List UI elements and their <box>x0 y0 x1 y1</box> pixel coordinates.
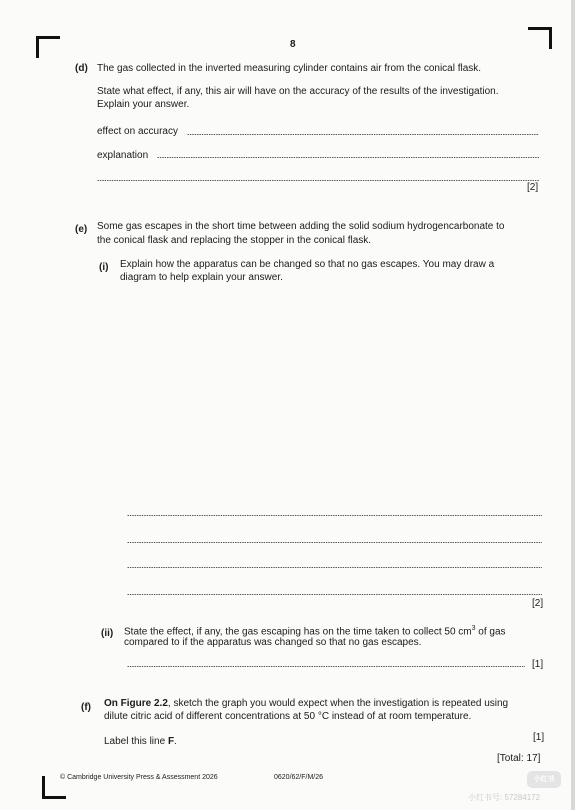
part-e-ii-line1-end: of gas <box>475 626 506 638</box>
footer-copyright: © Cambridge University Press & Assessment 2026 <box>60 774 218 781</box>
part-e-line1: Some gas escapes in the short time between adding the solid sodium hydrogencarbonate to <box>97 221 505 232</box>
part-e-label: (e) <box>75 224 88 235</box>
part-f-marks: [1] <box>533 732 545 743</box>
page-edge-shadow <box>571 0 575 810</box>
part-e-ii-marks: [1] <box>532 659 544 670</box>
part-e-i-answer-line-3[interactable] <box>127 567 542 568</box>
part-f-line1-text: , sketch the graph you would expect when the investigation is repeated using <box>167 698 509 709</box>
part-d-statement: The gas collected in the inverted measuring cylinder contains air from the conical flask. <box>97 63 482 74</box>
watermark-id: 小红书号: 57284172 <box>468 793 541 802</box>
part-d-marks: [2] <box>527 182 539 193</box>
part-f-line1 <box>104 697 508 710</box>
part-d-question-line1: State what effect, if any, this air will have on the accuracy of the results of the investigation. <box>97 86 499 97</box>
part-e-i-marks: [2] <box>532 598 544 609</box>
part-f-label: (f) <box>81 702 91 713</box>
explanation-answer-line-2[interactable] <box>97 180 539 181</box>
part-d-label: (d) <box>75 63 88 74</box>
diagram-drawing-area[interactable] <box>120 288 540 503</box>
part-f-line3-end: . <box>174 736 177 747</box>
corner-mark-bottom-left-h <box>42 796 66 799</box>
corner-mark-bottom-left-v <box>42 776 45 799</box>
part-e-ii-answer-line[interactable] <box>127 666 525 667</box>
part-f-line3-text: Label this line <box>104 736 168 747</box>
effect-on-accuracy-label: effect on accuracy <box>97 126 178 137</box>
part-e-i-answer-line-1[interactable] <box>127 515 542 516</box>
part-f-line3 <box>104 735 177 748</box>
part-e-i-answer-line-2[interactable] <box>127 542 542 543</box>
part-e-i-label: (i) <box>99 262 109 273</box>
page-number: 8 <box>290 39 296 50</box>
footer-code: 0620/62/F/M/26 <box>274 774 324 781</box>
part-d-question-line2: Explain your answer. <box>97 99 190 110</box>
corner-mark-top-right-v <box>549 27 552 49</box>
total-marks: [Total: 17] <box>497 753 541 764</box>
part-e-ii-label: (ii) <box>101 628 114 639</box>
part-f-line2: dilute citric acid of different concentrations at 50 °C instead of at room temperature. <box>104 711 472 722</box>
corner-mark-top-left-h <box>36 36 60 39</box>
part-e-i-answer-line-4[interactable] <box>127 594 542 595</box>
line-label-f: F <box>167 736 175 747</box>
figure-reference: On Figure 2.2 <box>104 698 168 709</box>
corner-mark-top-left-v <box>36 36 39 58</box>
part-e-i-line2: diagram to help explain your answer. <box>120 272 283 283</box>
part-e-i-line1: Explain how the apparatus can be changed so that no gas escapes. You may draw a <box>120 259 495 270</box>
watermark-badge: 小红书 <box>527 771 561 788</box>
part-e-ii-line2: compared to if the apparatus was changed so that no gas escapes. <box>124 637 422 648</box>
part-e-ii-line1-text: State the effect, if any, the gas escaping has on the time taken to collect 50 cm <box>124 626 472 638</box>
explanation-label: explanation <box>97 150 149 161</box>
cubed-superscript: 3 <box>471 625 476 632</box>
explanation-answer-line-1[interactable] <box>157 157 539 158</box>
effect-answer-line[interactable] <box>187 134 539 135</box>
part-e-line2: the conical flask and replacing the stopper in the conical flask. <box>97 235 372 246</box>
